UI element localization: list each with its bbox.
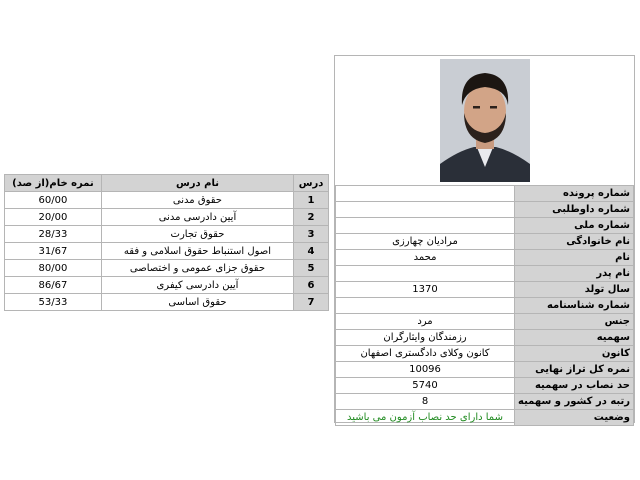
- table-row: [5, 260, 329, 277]
- field-value: 1370: [336, 282, 515, 298]
- status-message: شما دارای حد نصاب آزمون می باشید: [336, 410, 515, 426]
- field-label: رتبه در کشور و سهمیه: [515, 394, 634, 410]
- info-row: [336, 362, 634, 378]
- field-label: نام خانوادگی: [515, 234, 634, 250]
- info-row: [336, 218, 634, 234]
- field-label: شماره ملی: [515, 218, 634, 234]
- field-label: نمره کل تراز نهایی: [515, 362, 634, 378]
- field-label: سال تولد: [515, 282, 634, 298]
- course-number: 3: [294, 226, 329, 243]
- table-row: [5, 192, 329, 209]
- course-name: حقوق مدنی: [101, 192, 293, 209]
- course-number: 6: [294, 277, 329, 294]
- course-number: 2: [294, 209, 329, 226]
- course-number: 7: [294, 294, 329, 311]
- course-score: 31/67: [5, 243, 102, 260]
- course-number: 1: [294, 192, 329, 209]
- table-row: [5, 294, 329, 311]
- field-label: شماره شناسنامه: [515, 298, 634, 314]
- course-score: 86/67: [5, 277, 102, 294]
- info-row: [336, 410, 634, 426]
- field-label: کانون: [515, 346, 634, 362]
- course-name: حقوق تجارت: [101, 226, 293, 243]
- info-row: [336, 394, 634, 410]
- courses-header-row: [5, 175, 329, 192]
- field-value: [336, 298, 515, 314]
- field-label: سهمیه: [515, 330, 634, 346]
- info-row: [336, 266, 634, 282]
- table-row: [5, 277, 329, 294]
- field-value: [336, 266, 515, 282]
- field-value: 8: [336, 394, 515, 410]
- course-name: آیین دادرسی کیفری: [101, 277, 293, 294]
- info-row: [336, 186, 634, 202]
- header-course-number: درس: [294, 175, 329, 192]
- field-value: مرد: [336, 314, 515, 330]
- course-name: حقوق جزای عمومی و اختصاصی: [101, 260, 293, 277]
- course-score: 53/33: [5, 294, 102, 311]
- field-label: شماره داوطلبی: [515, 202, 634, 218]
- field-value: [336, 218, 515, 234]
- candidate-photo: [440, 59, 530, 182]
- field-label: حد نصاب در سهمیه: [515, 378, 634, 394]
- info-row: [336, 330, 634, 346]
- info-row: [336, 282, 634, 298]
- course-score: 80/00: [5, 260, 102, 277]
- field-value: 5740: [336, 378, 515, 394]
- info-row: [336, 378, 634, 394]
- course-name: اصول استنباط حقوق اسلامی و فقه: [101, 243, 293, 260]
- field-value: [336, 186, 515, 202]
- header-course-name: نام درس: [101, 175, 293, 192]
- info-row: [336, 298, 634, 314]
- field-value: رزمندگان وایثارگران: [336, 330, 515, 346]
- header-raw-score: نمره خام(از صد): [5, 175, 102, 192]
- field-label: جنس: [515, 314, 634, 330]
- course-number: 4: [294, 243, 329, 260]
- course-name: آیین دادرسی مدنی: [101, 209, 293, 226]
- portrait-image: [440, 59, 530, 182]
- table-row: [5, 226, 329, 243]
- candidate-profile-card: [334, 55, 635, 423]
- field-value: مرادیان چهارزی: [336, 234, 515, 250]
- info-row: [336, 250, 634, 266]
- course-name: حقوق اساسی: [101, 294, 293, 311]
- info-row: [336, 202, 634, 218]
- field-label: شماره پرونده: [515, 186, 634, 202]
- courses-table: [4, 174, 329, 311]
- field-label: وضعیت: [515, 410, 634, 426]
- info-row: [336, 314, 634, 330]
- field-label: نام: [515, 250, 634, 266]
- course-score: 60/00: [5, 192, 102, 209]
- field-label: نام پدر: [515, 266, 634, 282]
- info-row: [336, 234, 634, 250]
- info-row: [336, 346, 634, 362]
- field-value: کانون وکلای دادگستری اصفهان: [336, 346, 515, 362]
- course-score: 20/00: [5, 209, 102, 226]
- table-row: [5, 243, 329, 260]
- course-number: 5: [294, 260, 329, 277]
- course-score: 28/33: [5, 226, 102, 243]
- table-row: [5, 209, 329, 226]
- field-value: [336, 202, 515, 218]
- field-value: محمد: [336, 250, 515, 266]
- candidate-info-table: [335, 185, 634, 426]
- field-value: 10096: [336, 362, 515, 378]
